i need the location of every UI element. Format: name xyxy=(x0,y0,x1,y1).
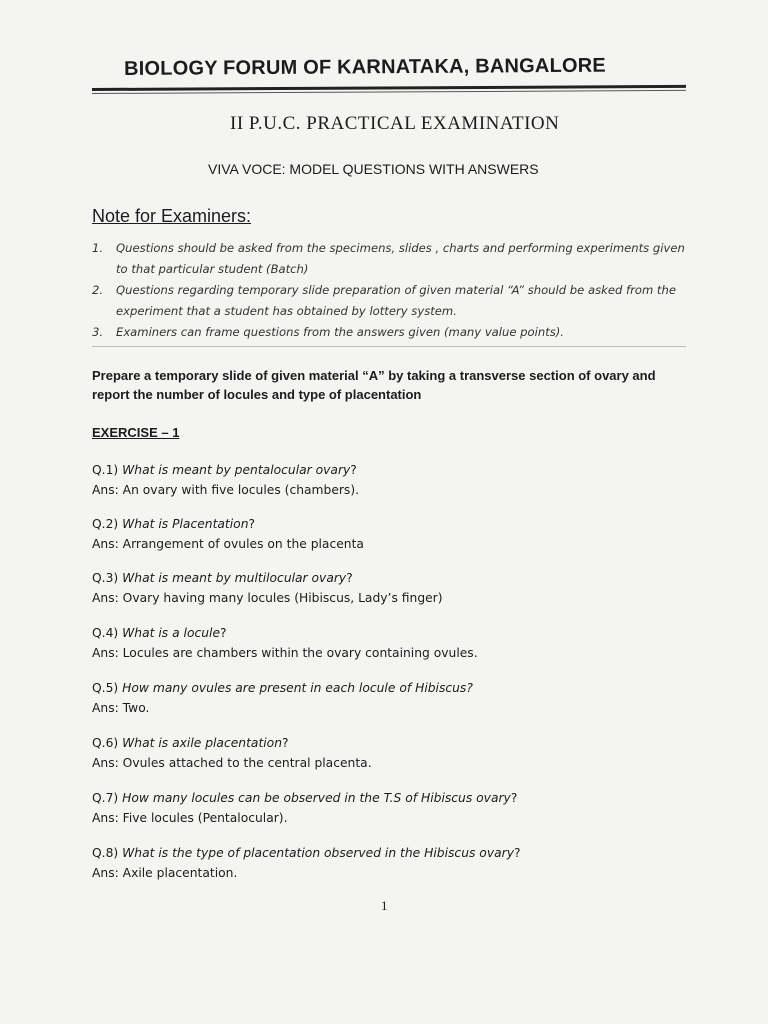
viva-title: VIVA VOCE: MODEL QUESTIONS WITH ANSWERS xyxy=(208,161,539,177)
section-divider xyxy=(92,346,686,347)
question-text: What is meant by pentalocular ovary xyxy=(122,463,351,477)
answer: Ans: Locules are chambers within the ovary containing ovules. xyxy=(92,646,478,660)
question xyxy=(92,678,692,698)
question-text: How many locules can be observed in the T.S of Hibiscus ovary xyxy=(122,791,511,805)
note-number: 2. xyxy=(92,283,104,297)
question-block xyxy=(92,843,692,883)
question-mark: ? xyxy=(220,626,227,640)
exam-title: II P.U.C. PRACTICAL EXAMINATION xyxy=(230,113,560,134)
question-mark: ? xyxy=(513,846,521,860)
question-label: Q.7) xyxy=(92,791,119,805)
question-label: Q.6) xyxy=(92,736,119,750)
answer: Ans: Arrangement of ovules on the placenta xyxy=(92,537,364,551)
note-number: 3. xyxy=(92,325,104,339)
question xyxy=(92,514,692,534)
question-block xyxy=(92,568,692,608)
exercise-label: EXERCISE – 1 xyxy=(92,425,180,440)
note-text: Examiners can frame questions from the answers given (many value points). xyxy=(116,325,564,339)
question-text: What is Placentation xyxy=(122,517,249,531)
question xyxy=(92,843,692,863)
note-heading: Note for Examiners: xyxy=(92,206,252,226)
question-text: What is the type of placentation observed in the Hibiscus ovary xyxy=(122,846,514,860)
question-text: What is a locule xyxy=(122,626,221,640)
question-block xyxy=(92,788,692,828)
answer: Ans: Axile placentation. xyxy=(92,866,238,880)
question-label: Q.4) xyxy=(92,626,119,640)
question-block xyxy=(92,514,692,554)
note-item xyxy=(92,322,692,343)
question-text: What is meant by multilocular ovary xyxy=(122,571,347,585)
question-block xyxy=(92,460,692,500)
answer: Ans: Five locules (Pentalocular). xyxy=(92,811,288,825)
answer: Ans: An ovary with five locules (chambers). xyxy=(92,483,360,497)
question-label: Q.2) xyxy=(92,517,119,531)
question-mark: ? xyxy=(248,517,256,531)
note-list xyxy=(92,238,692,343)
question xyxy=(92,568,692,588)
question-text: What is axile placentation xyxy=(122,736,283,750)
forum-title: BIOLOGY FORUM OF KARNATAKA, BANGALORE xyxy=(124,54,606,80)
question-block xyxy=(92,733,692,773)
question-text: How many ovules are present in each locule of Hibiscus? xyxy=(122,681,473,695)
question-label: Q.8) xyxy=(92,846,119,860)
note-item xyxy=(92,238,692,280)
note-number: 1. xyxy=(92,241,104,255)
question-mark: ? xyxy=(282,736,289,750)
question-block xyxy=(92,678,692,718)
question-label: Q.5) xyxy=(92,681,119,695)
question-label: Q.3) xyxy=(92,571,119,585)
question xyxy=(92,460,692,480)
question-block xyxy=(92,623,692,663)
note-text: Questions should be asked from the specimens, slides , charts and performing experiments given to that particular student (Batch) xyxy=(116,241,685,276)
page-number: 1 xyxy=(381,898,388,913)
answer: Ans: Two. xyxy=(92,701,150,715)
question-mark: ? xyxy=(350,463,357,477)
question xyxy=(92,788,692,808)
question-mark: ? xyxy=(346,571,353,585)
answer: Ans: Ovules attached to the central placenta. xyxy=(92,756,372,770)
question xyxy=(92,623,692,643)
question xyxy=(92,733,692,753)
note-text: Questions regarding temporary slide preparation of given material “A” should be asked from the experiment that a student has obtained by lottery system. xyxy=(116,283,676,318)
question-mark: ? xyxy=(510,791,518,805)
question-label: Q.1) xyxy=(92,463,119,477)
exercise-instruction: Prepare a temporary slide of given material “A” by taking a transverse section of ovary and report the number of locules and type of placentation xyxy=(92,368,656,402)
answer: Ans: Ovary having many locules (Hibiscus, Lady’s finger) xyxy=(92,591,443,605)
note-item xyxy=(92,280,692,322)
